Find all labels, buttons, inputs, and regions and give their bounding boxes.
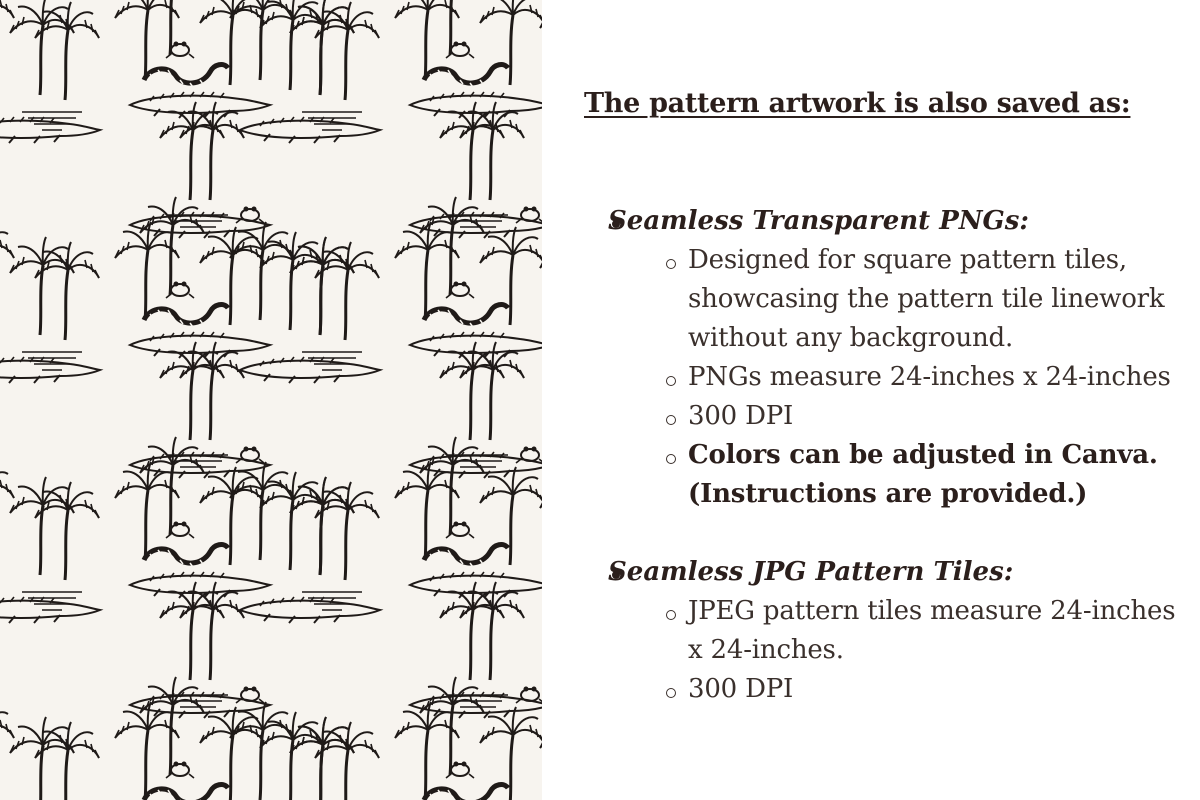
sub-bullet-circle-icon [666,415,676,425]
list-item-line: 300 DPI [688,674,794,704]
list-item-line: JPEG pattern tiles measure 24-inches [688,596,1176,626]
list-item-line: Colors can be adjusted in Canva. [688,440,1158,470]
list-item-line: showcasing the pattern tile linework [688,284,1165,314]
sub-bullet-circle-icon [666,454,676,464]
section-title: Seamless JPG Pattern Tiles: [608,557,1014,587]
sub-bullet-circle-icon [666,688,676,698]
sub-bullet-circle-icon [666,610,676,620]
pattern-artwork-preview [0,0,542,800]
sub-bullet-circle-icon [666,376,676,386]
section-title: Seamless Transparent PNGs: [608,206,1029,236]
description-panel [542,0,1200,800]
sub-bullet-circle-icon [666,259,676,269]
list-item-line: x 24-inches. [688,635,844,665]
list-item-line: without any background. [688,323,1014,353]
list-item-line: PNGs measure 24-inches x 24-inches [688,362,1171,392]
page-heading: The pattern artwork is also saved as: [584,88,1131,119]
list-item-line: Designed for square pattern tiles, [688,245,1127,275]
toile-pattern-image [0,0,542,800]
list-item-line: 300 DPI [688,401,794,431]
list-item-line: (Instructions are provided.) [688,479,1088,509]
